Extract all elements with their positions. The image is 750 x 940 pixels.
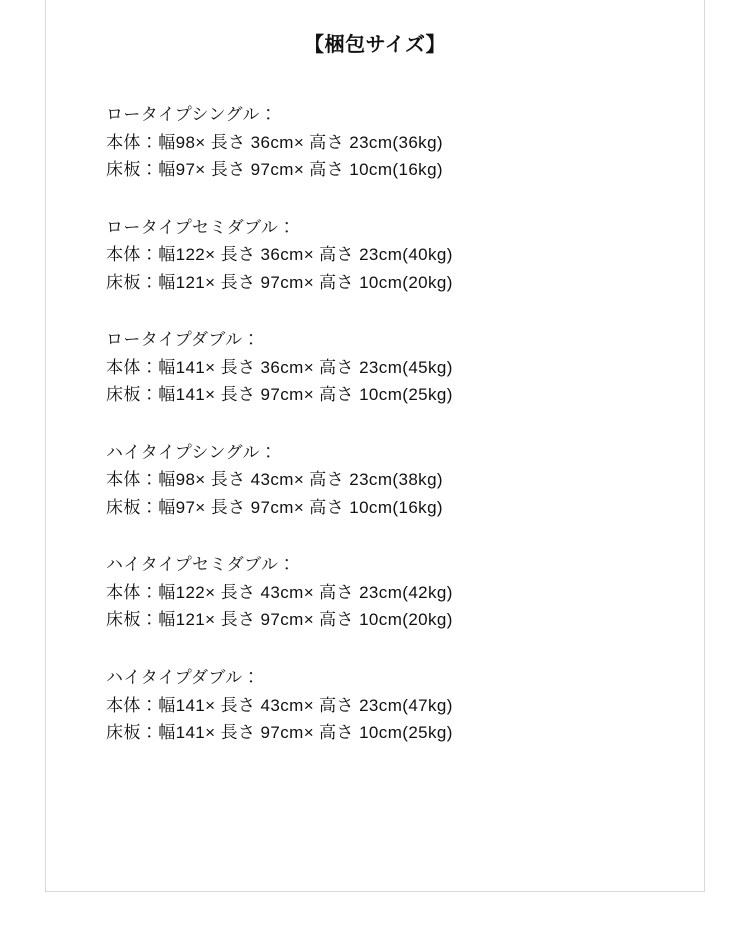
- spec-block: [106, 101, 704, 184]
- spec-line-body: 本体：幅141× 長さ 36cm× 高さ 23cm(45kg): [106, 357, 453, 377]
- spec-heading: ロータイプダブル：: [106, 330, 260, 350]
- spec-line-body: 本体：幅98× 長さ 43cm× 高さ 23cm(38kg): [106, 470, 443, 490]
- spec-line-body: 本体：幅122× 長さ 43cm× 高さ 23cm(42kg): [106, 582, 453, 602]
- spec-heading: ハイタイプシングル：: [106, 442, 278, 462]
- spec-heading: ロータイプシングル：: [106, 105, 278, 124]
- spec-block: [106, 326, 704, 409]
- spec-block: [106, 551, 704, 634]
- spec-line-floorboard: 床板：幅121× 長さ 97cm× 高さ 10cm(20kg): [106, 272, 453, 292]
- spec-line-floorboard: 床板：幅97× 長さ 97cm× 高さ 10cm(16kg): [106, 160, 443, 180]
- spec-heading: ロータイプセミダブル：: [106, 217, 296, 237]
- spec-block: [106, 439, 704, 522]
- spec-heading: ハイタイプセミダブル：: [106, 555, 296, 575]
- spec-block: [106, 664, 704, 747]
- spec-line-floorboard: 床板：幅97× 長さ 97cm× 高さ 10cm(16kg): [106, 497, 443, 517]
- spec-line-floorboard: 床板：幅141× 長さ 97cm× 高さ 10cm(25kg): [106, 723, 453, 743]
- spec-block: [106, 214, 704, 297]
- spec-list: [46, 57, 704, 747]
- packing-size-panel: [45, 0, 705, 892]
- spec-line-floorboard: 床板：幅121× 長さ 97cm× 高さ 10cm(20kg): [106, 610, 453, 630]
- spec-line-body: 本体：幅122× 長さ 36cm× 高さ 23cm(40kg): [106, 245, 453, 265]
- spec-line-body: 本体：幅98× 長さ 36cm× 高さ 23cm(36kg): [106, 132, 443, 152]
- spec-line-body: 本体：幅141× 長さ 43cm× 高さ 23cm(47kg): [106, 695, 453, 715]
- spec-line-floorboard: 床板：幅141× 長さ 97cm× 高さ 10cm(25kg): [106, 385, 453, 405]
- page-title: 【梱包サイズ】: [304, 34, 446, 56]
- spec-heading: ハイタイプダブル：: [106, 667, 260, 687]
